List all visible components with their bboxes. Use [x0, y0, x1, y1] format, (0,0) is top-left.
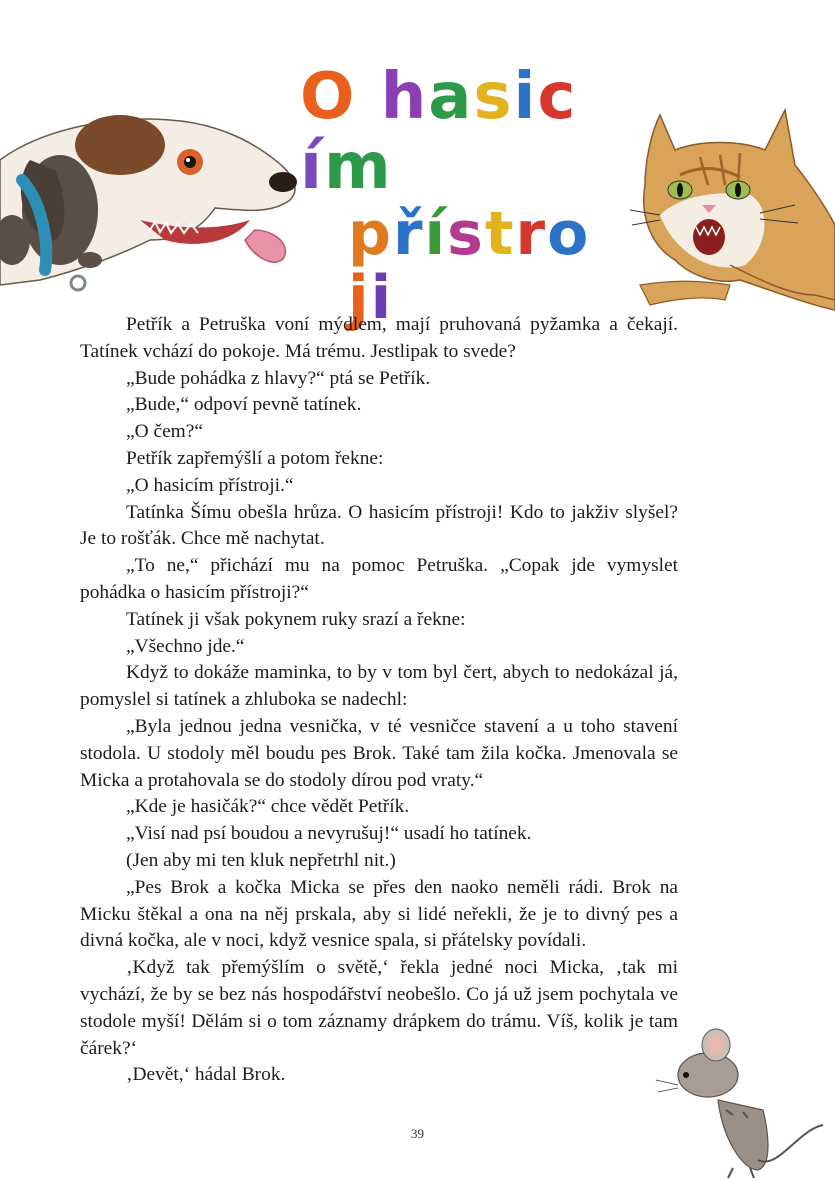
chapter-title [300, 60, 600, 333]
paragraph: „Bude,“ odpoví pevně tatínek. [126, 394, 362, 416]
page-number: 39 [411, 1126, 424, 1141]
title-letter: j [348, 263, 371, 333]
title-letter: m [323, 130, 393, 204]
paragraph: „Všechno jde.“ [126, 635, 245, 657]
paragraph: Když to dokáže maminka, to by v tom byl čert, abych to nedokázal já, pomyslel si tatínek a zhluboka se nadechl: [80, 662, 678, 711]
title-line-2 [348, 199, 600, 333]
title-letter: í [300, 130, 324, 204]
title-letter: i [513, 60, 538, 134]
paragraph: „O čem?“ [126, 421, 203, 443]
paragraph: „Bude pohádka z hlavy?“ ptá se Petřík. [126, 367, 431, 389]
title-letter: o [547, 199, 591, 269]
title-letter: a [428, 60, 474, 134]
cat-illustration [620, 95, 835, 325]
title-letter: p [348, 199, 393, 269]
paragraph: „Byla jednou jedna vesnička, v té vesničce stavení a u toho stavení stodola. U stodoly měl boudu pes Brok. Také tam žila kočka. Jmenovala se Micka a protahovala se do stodoly dírou pod vraty.“ [80, 715, 678, 791]
story-text [80, 312, 678, 1089]
paragraph: „To ne,“ přichází mu na pomoc Petruška. „Copak jde vymyslet pohádka o hasicím přístroji?“ [80, 555, 678, 603]
mouse-illustration [648, 1020, 828, 1180]
paragraph: ‚Když tak přemýšlím o světě,‘ řekla jedné noci Micka, ‚tak mi vychází, že by se bez nás hospodářství neobešlo. Co já už jsem pochytala ve stodole myší! Dělám si o tom záznamy drápkem do trámu. Víš, kolik je tam čárek?‘ [80, 957, 678, 1059]
paragraph: Tatínek ji však pokynem ruky srazí a řekne: [126, 608, 466, 630]
paragraph: „Kde je hasičák?“ chce vědět Petřík. [126, 796, 410, 818]
title-letter: r [515, 199, 548, 269]
title-line-1 [300, 62, 600, 202]
paragraph: Petřík zapřemýšlí a potom řekne: [126, 447, 384, 469]
title-letter: c [537, 60, 578, 134]
paragraph: ‚Devět,‘ hádal Brok. [126, 1064, 286, 1086]
title-letter: ř [392, 199, 425, 269]
paragraph: „Pes Brok a kočka Micka se přes den naoko neměli rádi. Brok na Micku štěkal a ona na něj prskala, aby si lidé neřekli, že je to divný pes a divná kočka, ale v noci, když vesnice spala, si přátelsky povídali. [80, 876, 678, 952]
paragraph: (Jen aby mi ten kluk nepřetrhl nit.) [126, 849, 396, 871]
title-letter: s [447, 199, 485, 269]
title-letter [356, 62, 380, 132]
title-letter: s [473, 60, 514, 134]
title-letter: h [380, 60, 429, 134]
title-letter: i [370, 263, 394, 333]
paragraph: Petřík a Petruška voní mýdlem, mají pruhovaná pyžamka a čekají. Tatínek vchází do pokoje. Má trému. Jestlipak to svede? [80, 314, 678, 362]
title-letter: t [484, 199, 516, 269]
paragraph: Tatínka Šímu obešla hrůza. O hasicím přístroji! Kdo to jakživ slyšel? Je to rošťák. Chce mě nachytat. [80, 501, 678, 550]
paragraph: „Visí nad psí boudou a nevyrušuj!“ usadí ho tatínek. [126, 823, 532, 845]
paragraph: „O hasicím přístroji.“ [126, 474, 294, 496]
title-letter: í [424, 199, 448, 269]
title-letter: O [300, 60, 357, 134]
dog-illustration [0, 90, 310, 320]
